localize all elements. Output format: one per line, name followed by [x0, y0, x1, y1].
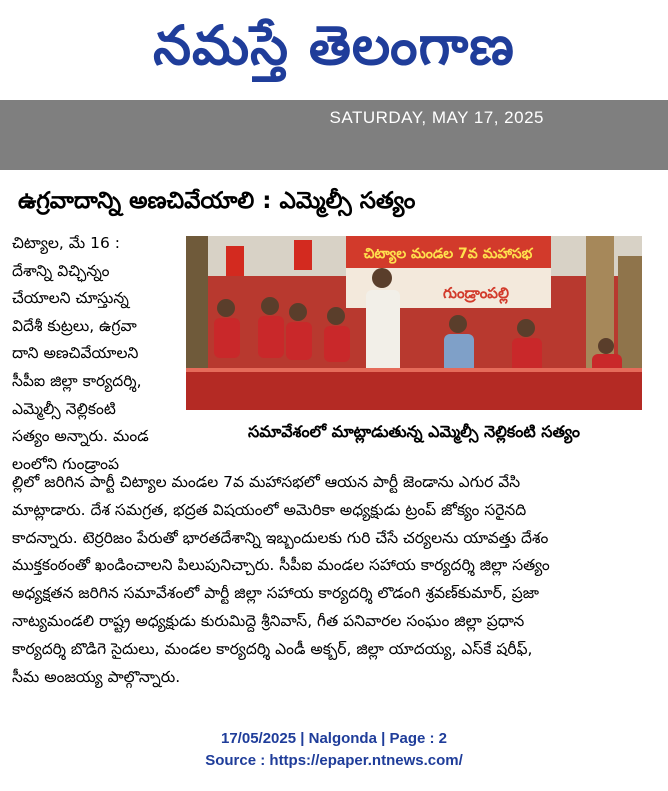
- photo-caption: సమావేశంలో మాట్లాడుతున్న ఎమ్మెల్సీ నెల్లికంటి సత్యం: [248, 422, 580, 441]
- text-line: సత్యం అన్నారు. మండ: [12, 427, 149, 446]
- text-line: లంలోని గుండ్రాంప: [12, 454, 119, 473]
- text-line: చిట్యాల, మే 16 :: [12, 234, 120, 252]
- newspaper-logo: నమస్తే తెలంగాణ: [153, 14, 515, 77]
- text-line: సీపీఐ జిల్లా కార్యదర్శి,: [12, 371, 142, 390]
- text-line: కార్యదర్శి బొడిగె సైదులు, మండల కార్యదర్శి ఎండీ అక్బర్, జిల్లా యాదయ్య, ఎస్‌కే షరీఫ్,: [12, 639, 533, 658]
- article-headline: ఉగ్రవాదాన్ని అణచివేయాలి : ఎమ్మెల్సీ సత్యం: [18, 188, 416, 214]
- text-line: విదేశీ కుట్రలు, ఉగ్రవా: [12, 316, 137, 335]
- text-line: దేశాన్ని విచ్ఛిన్నం: [12, 261, 110, 280]
- edition-date: SATURDAY, MAY 17, 2025: [329, 108, 544, 127]
- text-line: ముక్తకంఠంతో ఖండించాలని పిలుపునిచ్చారు. సీపీఐ మండల సహాయ కార్యదర్శి జిల్లా సత్యం: [12, 556, 550, 575]
- text-line: సీమ అంజయ్య పాల్గొన్నారు.: [12, 667, 181, 686]
- footer-edition-info: 17/05/2025 | Nalgonda | Page : 2: [221, 730, 447, 747]
- text-line: అధ్యక్షతన జరిగిన సమావేశంలో పార్టీ జిల్లా సహాయ కార్యదర్శి లొడంగి శ్రవణ్‌కుమార్, ప్రజా: [12, 584, 539, 603]
- footer-source-link[interactable]: Source : https://epaper.ntnews.com/: [205, 752, 463, 769]
- banner-subtitle: గుండ్రాంపల్లి: [443, 284, 509, 302]
- text-line: ఎమ్మెల్సీ నెల్లికంటి: [12, 399, 116, 418]
- text-line: ల్లిలో జరిగిన పార్టీ చిట్యాల మండల 7వ మహాసభలో ఆయన పార్టీ జెండాను ఎగుర వేసి: [12, 473, 521, 491]
- news-photo: [186, 236, 642, 410]
- article-lead-column: [12, 230, 178, 478]
- article-body: [12, 469, 642, 691]
- photo-scene: [186, 236, 642, 410]
- text-line: మాట్లాడారు. దేశ సమగ్రత, భద్రత విషయంలో అమెరికా అధ్యక్షుడు ట్రంప్ జోక్యం సరైనది: [12, 500, 527, 519]
- text-line: నాట్యమండలి రాష్ట్ర అధ్యక్షుడు కురుమిద్దె శ్రీనివాస్, గీత పనివారల సంఘం జిల్లా ప్రధాన: [12, 611, 525, 630]
- footer: [0, 728, 668, 772]
- date-band: [0, 100, 668, 170]
- text-line: దాని అణచివేయాలని: [12, 344, 139, 363]
- text-line: చేయాలని చూస్తున్న: [12, 289, 129, 308]
- text-line: కాదన్నారు. టెర్రరిజం పేరుతో భారతదేశాన్ని ఇబ్బందులకు గురి చేసే చర్యలను యావత్తు దేశం: [12, 528, 549, 547]
- masthead: [0, 0, 668, 100]
- banner-title: చిట్యాల మండల 7వ మహాసభ: [363, 246, 533, 262]
